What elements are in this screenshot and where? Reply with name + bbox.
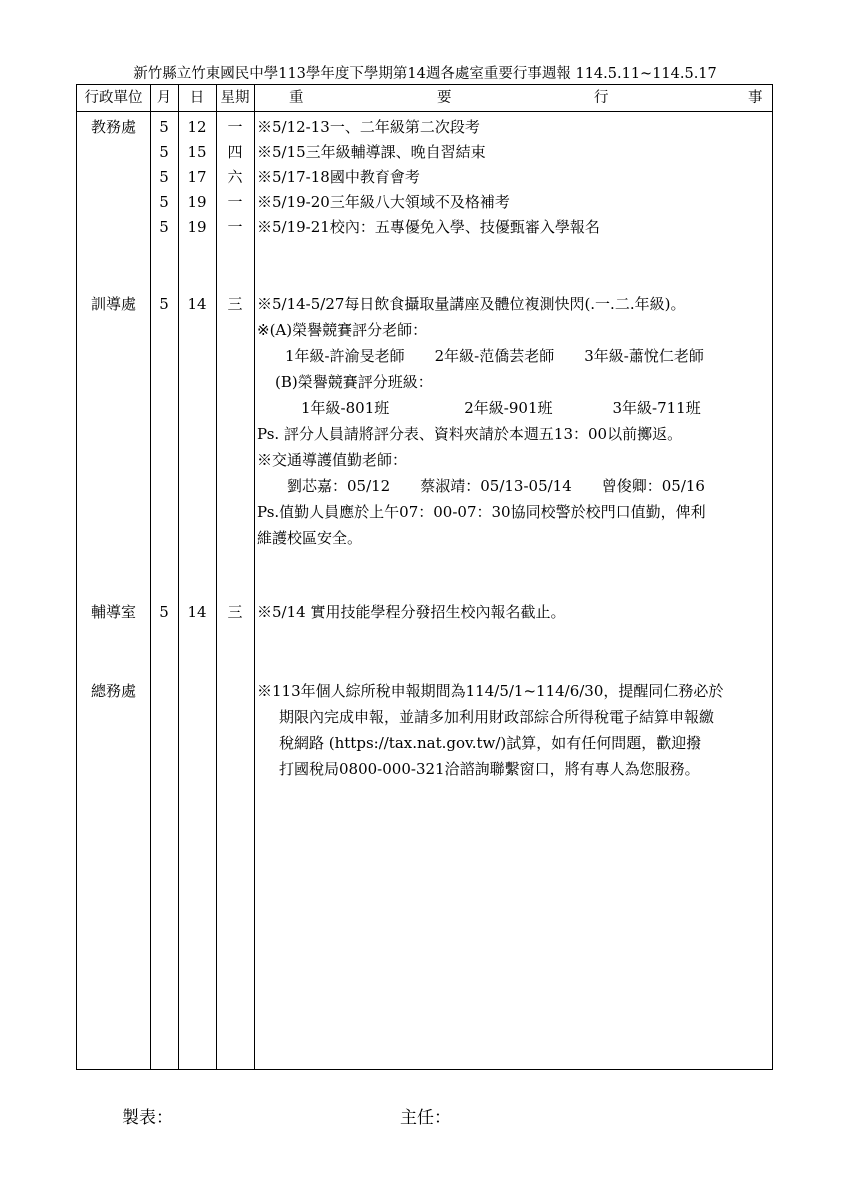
day-cell: 19 [187,193,207,211]
unit-label: 輔導室 [90,603,136,621]
weekly-schedule-table [76,84,773,1070]
header-day: 日 [189,90,205,106]
weekday-cell: 一 [227,218,243,236]
unit-label: 訓導處 [90,295,136,313]
event-text: (B)榮譽競賽評分班級： [275,373,433,391]
event-text: Ps.值勤人員應於上午07：00-07：30協同校警於校門口值勤，俾利 [257,503,706,521]
page-title: 新竹縣立竹東國民中學113學年度下學期第14週各處室重要行事週報 114.5.11~114.5.17 [133,66,717,82]
month-cell: 5 [159,143,169,161]
month-cell: 5 [159,218,169,236]
event-text: ※113年個人綜所稅申報期間為114/5/1~114/6/30，提醒同仁務必於 [257,682,724,700]
unit-label: 教務處 [90,118,136,136]
month-cell: 5 [159,603,169,621]
made-by-label: 製表： [122,1108,173,1128]
header-events-char: 要 [437,90,452,106]
day-cell: 19 [187,218,207,236]
weekday-cell: 三 [227,295,243,313]
event-text: 劉芯嘉：05/12 蔡淑靖：05/13-05/14 曾俊卿：05/16 [287,477,705,495]
event-text: ※(A)榮譽競賽評分老師： [257,321,428,339]
weekday-cell: 六 [227,168,243,186]
event-text: 期限內完成申報，並請多加利用財政部綜合所得稅電子結算申報繳 [279,708,715,726]
event-text: ※5/15三年級輔導課、晚自習結束 [257,143,486,161]
header-weekday: 星期 [220,90,250,106]
weekday-cell: 一 [227,193,243,211]
event-text: 維護校區安全。 [257,529,363,547]
month-cell: 5 [159,118,169,136]
event-text: 1年級-許渝旻老師 2年級-范僑芸老師 3年級-蕭悅仁老師 [285,347,704,365]
month-cell: 5 [159,168,169,186]
header-events-char: 行 [594,90,609,106]
director-label: 主任： [400,1108,451,1128]
event-text: ※5/19-20三年級八大領域不及格補考 [257,193,510,211]
event-text: ※5/19-21校內：五專優免入學、技優甄審入學報名 [257,218,600,236]
weekday-cell: 一 [227,118,243,136]
day-cell: 12 [187,118,207,136]
event-text: ※5/17-18國中教育會考 [257,168,420,186]
event-text: ※5/12-13一、二年級第二次段考 [257,118,480,136]
column-divider [254,85,255,1069]
day-cell: 17 [187,168,207,186]
event-text: ※5/14-5/27每日飲食攝取量講座及體位複測快閃(.一.二.年級)。 [257,295,686,313]
event-text: Ps. 評分人員請將評分表、資料夾請於本週五13：00以前擲返。 [257,425,683,443]
unit-label: 總務處 [90,682,136,700]
day-cell: 14 [187,603,207,621]
month-cell: 5 [159,193,169,211]
event-text: ※交通導護值勤老師： [257,451,408,469]
header-events-char: 事 [748,90,763,106]
event-text: 打國稅局0800-000-321洽諮詢聯繫窗口，將有專人為您服務。 [279,760,700,778]
month-cell: 5 [159,295,169,313]
day-cell: 14 [187,295,207,313]
event-text: 稅網路 (https://tax.nat.gov.tw/)試算，如有任何問題，歡迎撥 [279,734,702,752]
header-events-char: 重 [289,90,304,106]
header-unit: 行政單位 [84,90,143,106]
day-cell: 15 [187,143,207,161]
event-text: 1年級-801班 2年級-901班 3年級-711班 [301,399,701,417]
weekday-cell: 三 [227,603,243,621]
weekday-cell: 四 [227,143,243,161]
header-month: 月 [156,90,172,106]
header-divider [77,111,772,112]
event-text: ※5/14 實用技能學程分發招生校內報名截止。 [257,603,566,621]
